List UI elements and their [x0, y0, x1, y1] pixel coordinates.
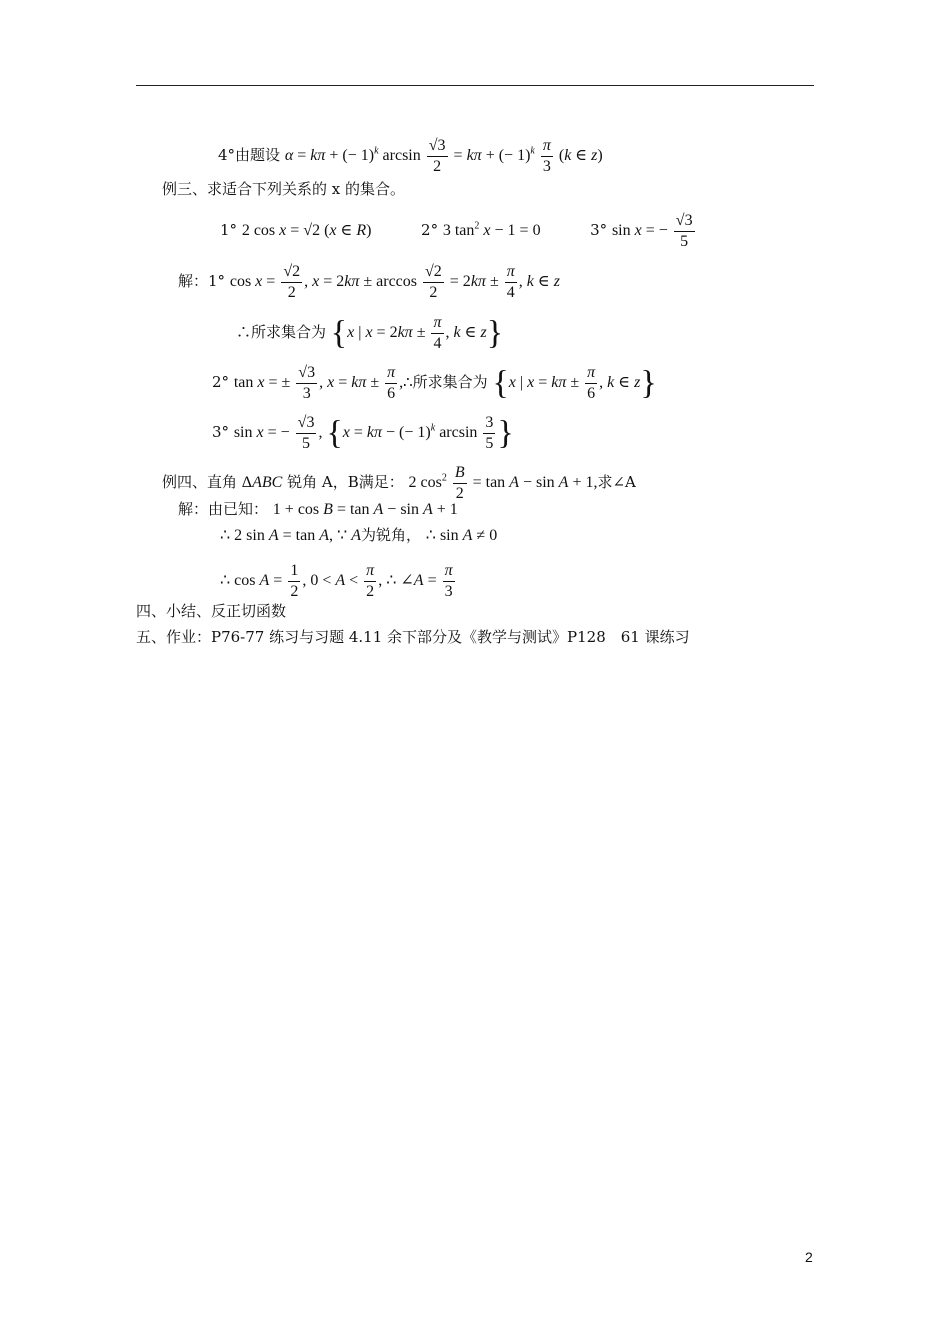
- solution-4-line-1: 解：由已知： 1 + cos B = tan A − sin A + 1: [178, 500, 458, 518]
- example3-problems: 1° 2 cos x = √2 (x ∈ R) 2° 3 $\tan^2 x - 1 = 0$ 3° sin x = − $\frac{√3}{5}$: [220, 212, 693, 250]
- section-4: 四、小结、反正切函数: [136, 602, 287, 620]
- solution-4-line-3: ∴ cos A = $\frac{1}{2}$ , 0 < A < $\frac{\pi}{2}$ , ∴ ∠A = $\frac{\pi}{3}$: [220, 562, 453, 600]
- section-5: 五、作业：P76-77 练习与习题 4.11 余下部分及《教学与测试》P128 61 课练习: [136, 628, 690, 646]
- solution-2-set-label: ∴所求集合为: [403, 373, 488, 392]
- example4-suffix: 求∠A: [597, 473, 636, 492]
- header-rule: [136, 85, 814, 86]
- solution-1-set: ∴所求集合为 {x | x = 2kπ ± $\frac{\pi}{4}$ , k ∈ z}: [236, 314, 504, 352]
- therefore-set-label: ∴所求集合为: [236, 323, 327, 342]
- solution-4-acute: 为锐角，: [360, 526, 421, 544]
- line-4deg-label: 4°由题设: [218, 146, 281, 165]
- solution-2: 2° tan x = ± $\frac{√3}{3}$ , x = kπ ± $\frac{\pi}{6}$ ,∴所求集合为 {x | x = kπ ± $\frac{\pi}{6}$ , k ∈ z}: [212, 364, 657, 402]
- formula-4deg: α = kπ + (− 1)$^k$ arcsin $\frac{√3}{2}$ = kπ + (− 1)$^k$ $\frac{\pi}{3}$ (k ∈ z): [284, 137, 603, 175]
- solution-1: 解：1° cos x = $\frac{√2}{2}$ , x = 2kπ ± arccos $\frac{√2}{2}$ = 2kπ ± $\frac{\pi}{4}$ , k ∈ z: [178, 263, 560, 301]
- example4-prefix: 例四、直角: [162, 473, 238, 492]
- item-1-marker: 1°: [220, 221, 238, 240]
- item-3-marker: 3°: [590, 221, 608, 240]
- line-4deg: [218, 136, 603, 177]
- solution-4-line-2: ∴ 2 sin A = tan A, ∵ A为锐角， ∴ sin A ≠ 0: [220, 526, 498, 544]
- solution-4-label: 解：由已知：: [178, 500, 269, 518]
- solution-3: 3° sin x = − $\frac{√3}{5}$ , {x = kπ − (− 1)$^k$ arcsin $\frac{3}{5}$ }: [212, 414, 514, 452]
- solution-label: 解：: [178, 272, 209, 291]
- example4-mid: 锐角 A，B满足：: [287, 473, 404, 492]
- example4: 例四、直角 ΔABC 锐角 A，B满足： 2 $\cos^2$ $\frac{B}{2}$ = tan A − sin A + 1,求∠A: [162, 464, 636, 502]
- example3-heading: 例三、求适合下列关系的 x 的集合。: [162, 180, 405, 198]
- page-number: 2: [805, 1249, 813, 1265]
- item-2-marker: 2°: [421, 221, 439, 240]
